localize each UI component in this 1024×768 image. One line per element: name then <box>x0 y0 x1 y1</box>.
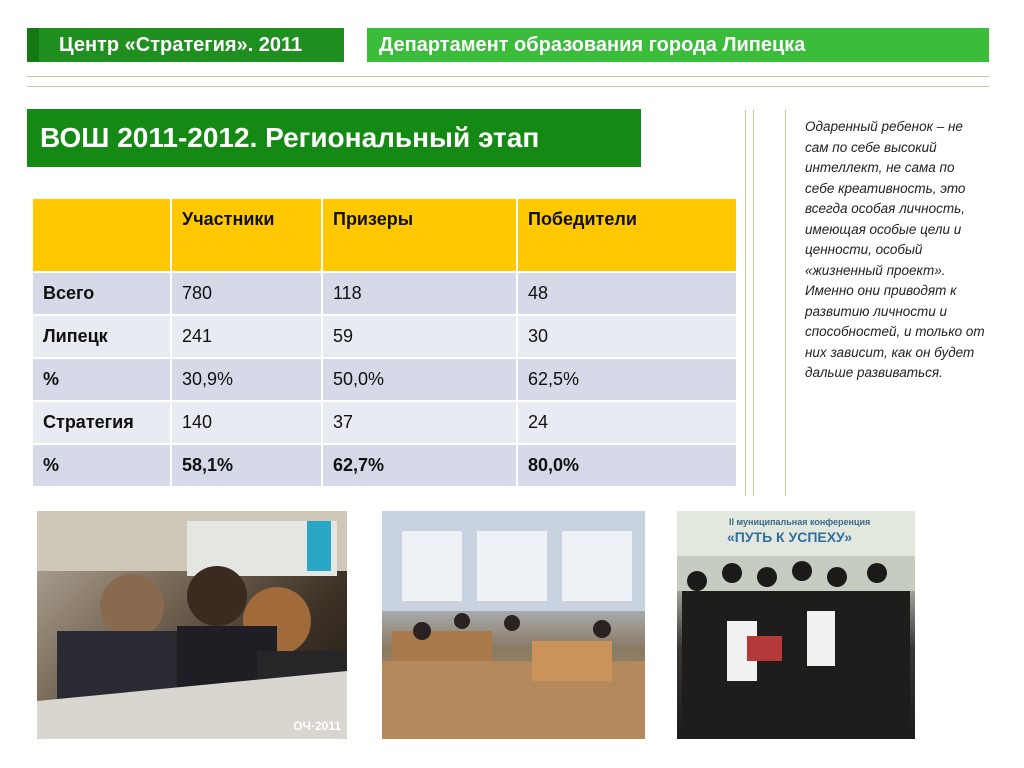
header-right-title <box>367 28 989 62</box>
header-right-label: Департамент образования города Липецка <box>379 34 806 56</box>
photo-students-writing <box>37 511 347 739</box>
photo-conference-group <box>677 511 915 739</box>
table-cell: 24 <box>517 401 737 444</box>
photo3-banner-line2: «ПУТЬ К УСПЕХУ» <box>727 529 853 545</box>
quote-text: Одаренный ребенок – не сам по себе высокий интеллект, не сама по себе креативность, это всегда особая личность, имеющая особые цели и ценности, особый «жизненный проект». Именно они приводят к развитию личности и способностей, и только от них зависит, как он будет дальше развиваться. <box>805 119 985 380</box>
header-left-title <box>27 28 344 62</box>
photo3-banner-line1: II муниципальная конференция <box>729 517 871 527</box>
table-cell: 50,0% <box>322 358 517 401</box>
header-left-label: Центр «Стратегия». 2011 <box>59 34 303 56</box>
table-cell: 241 <box>171 315 322 358</box>
table-cell: 80,0% <box>517 444 737 487</box>
row-label: % <box>32 358 171 401</box>
photo-students-art <box>37 511 347 739</box>
table-cell: 59 <box>322 315 517 358</box>
results-table <box>31 197 738 488</box>
table-cell: 30,9% <box>171 358 322 401</box>
row-label: Всего <box>32 272 171 315</box>
photo-group-art <box>677 511 915 739</box>
table-cell: 118 <box>322 272 517 315</box>
table-header-cell <box>32 198 171 272</box>
table-header-cell: Участники <box>171 198 322 272</box>
table-header-cell: Призеры <box>322 198 517 272</box>
divider-bottom <box>27 86 989 87</box>
row-label: % <box>32 444 171 487</box>
row-label: Стратегия <box>32 401 171 444</box>
vertical-divider <box>785 110 786 496</box>
table-cell: 37 <box>322 401 517 444</box>
table-cell: 48 <box>517 272 737 315</box>
table-row <box>32 444 737 487</box>
photo1-watermark: ОЧ·2011 <box>293 719 341 733</box>
table-row <box>32 315 737 358</box>
table-cell: 140 <box>171 401 322 444</box>
table-row <box>32 272 737 315</box>
table-header-row <box>32 198 737 272</box>
vertical-divider <box>753 110 754 496</box>
table-cell: 62,7% <box>322 444 517 487</box>
table-cell: 62,5% <box>517 358 737 401</box>
table-row <box>32 358 737 401</box>
table-row <box>32 401 737 444</box>
table-cell: 30 <box>517 315 737 358</box>
photo-classroom <box>382 511 645 739</box>
table-cell: 780 <box>171 272 322 315</box>
slide-title-text: ВОШ 2011-2012. Региональный этап <box>40 122 540 153</box>
slide-title <box>27 109 641 167</box>
vertical-divider <box>745 110 746 496</box>
table-header-cell: Победители <box>517 198 737 272</box>
table-cell: 58,1% <box>171 444 322 487</box>
photo-classroom-art <box>382 511 645 739</box>
row-label: Липецк <box>32 315 171 358</box>
divider-top <box>27 76 989 77</box>
